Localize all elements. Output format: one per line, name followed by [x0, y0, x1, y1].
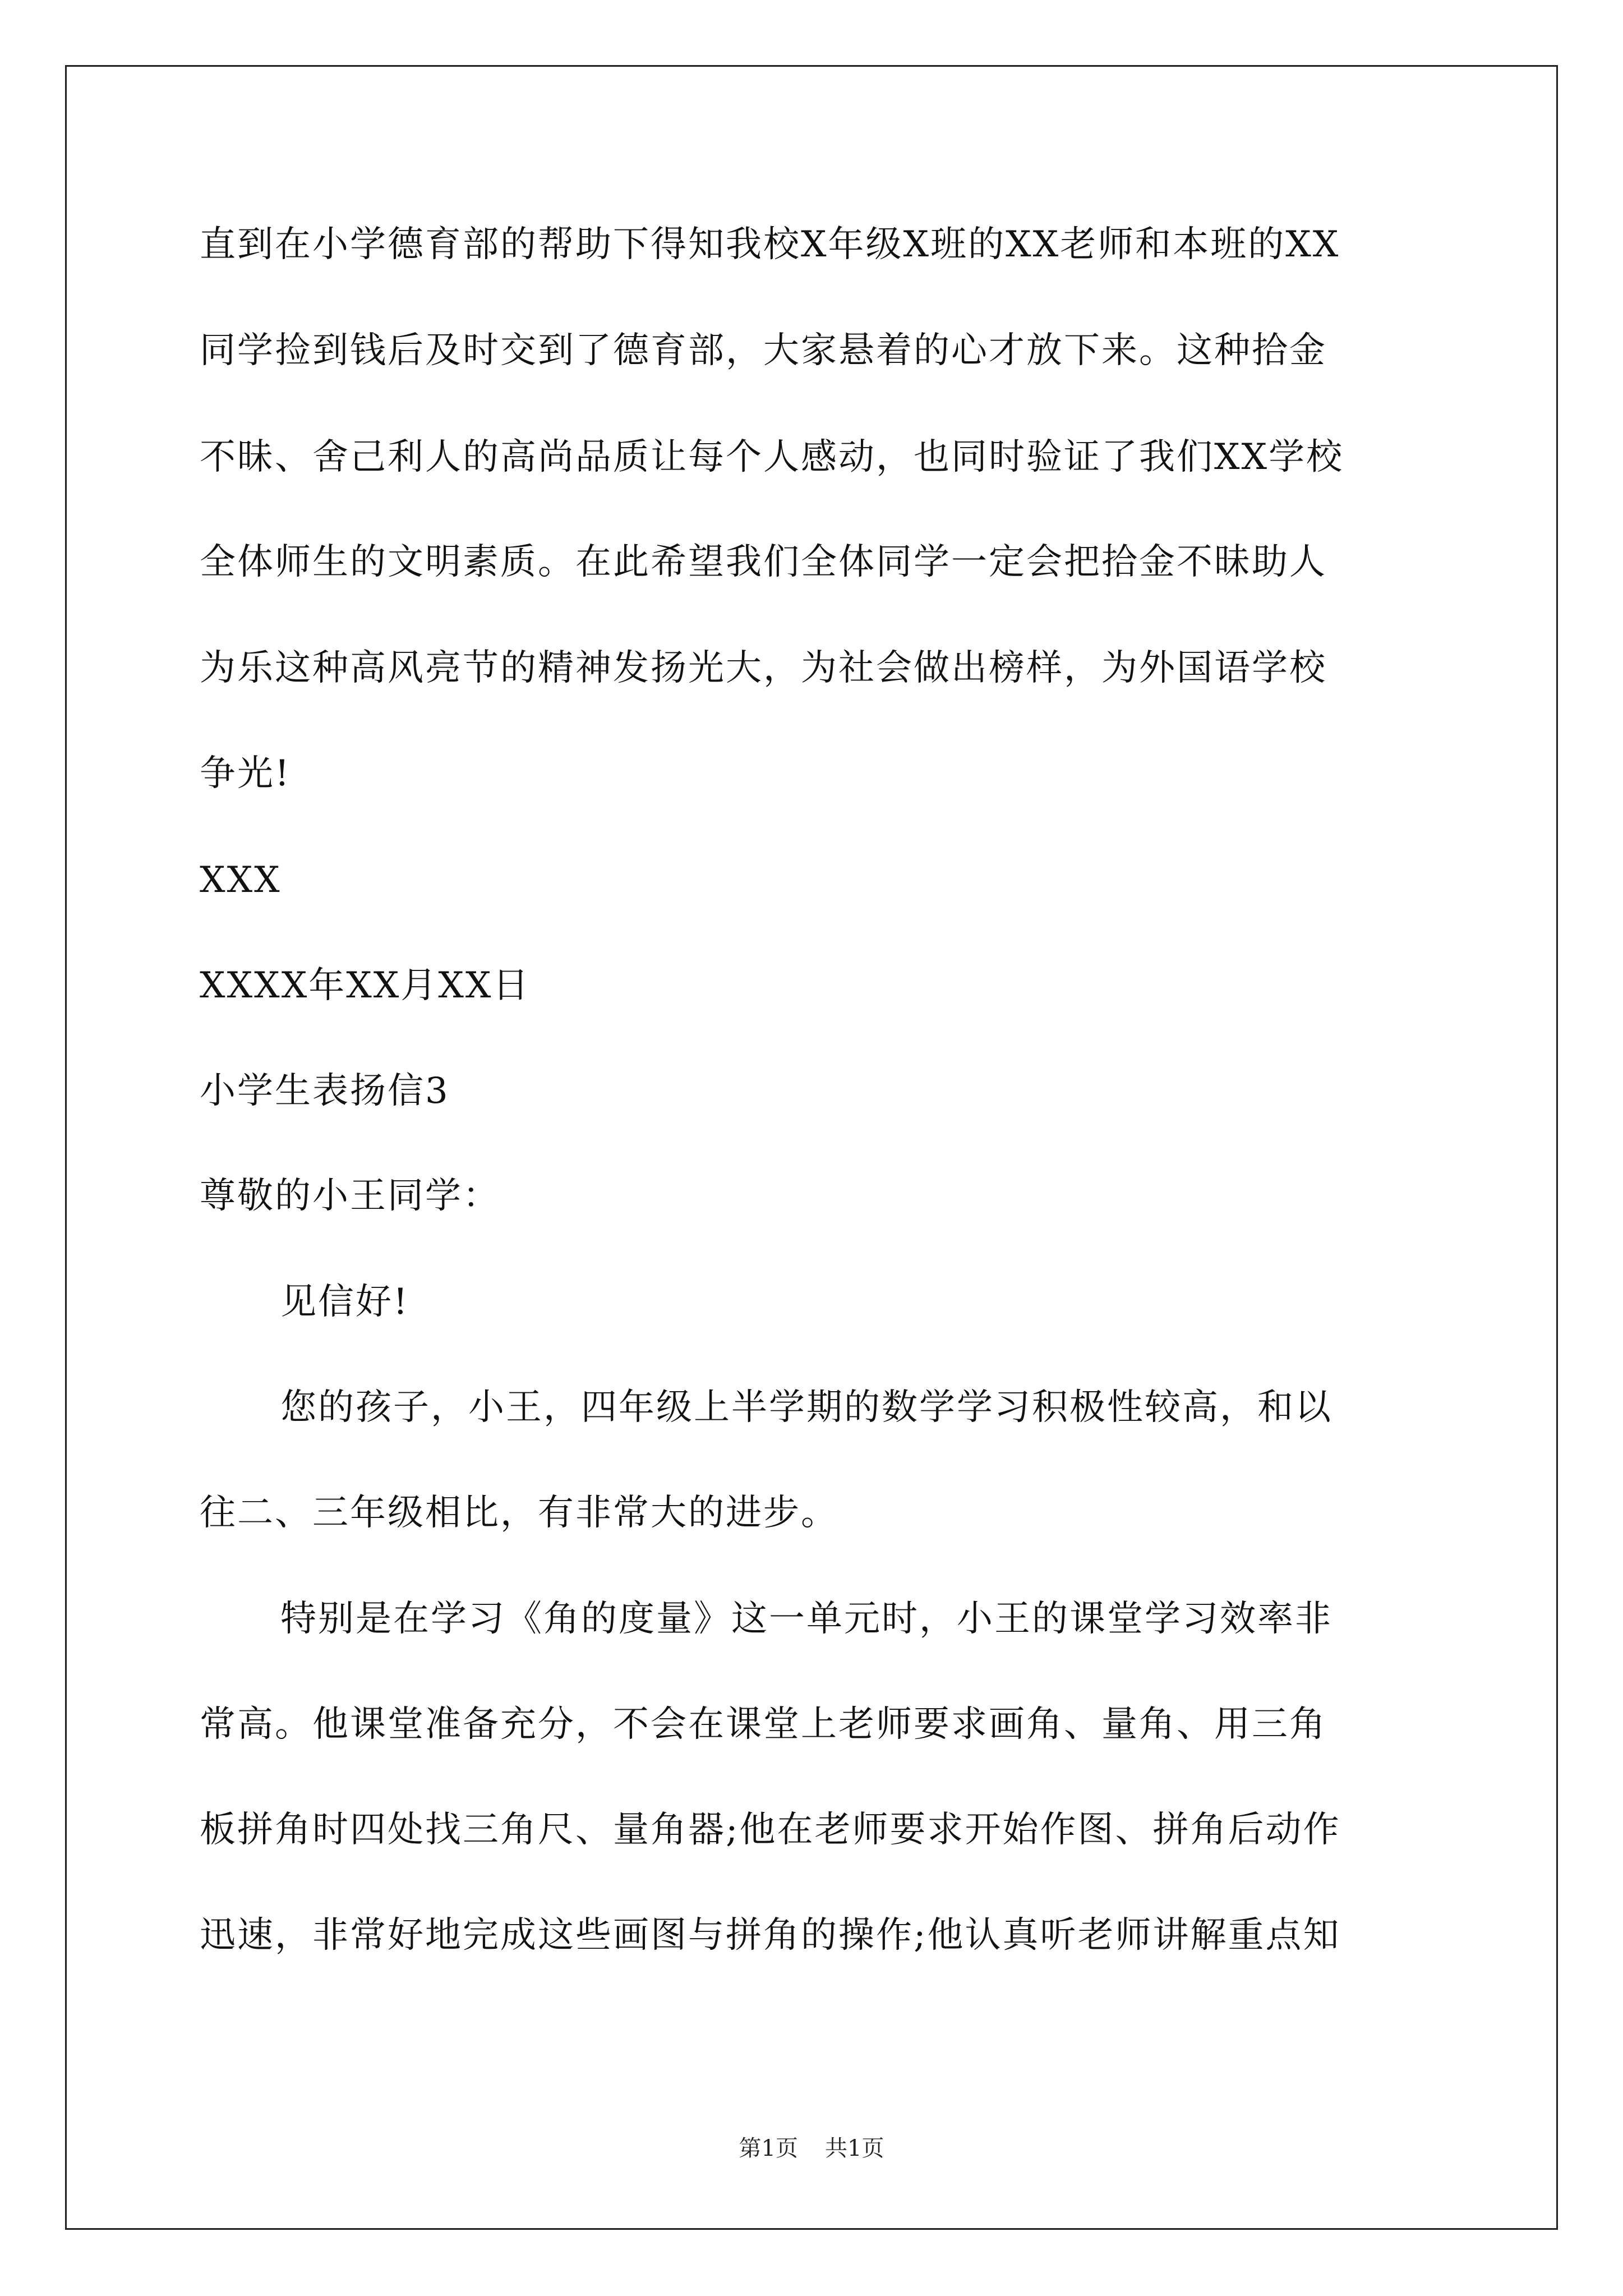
body-line-3: 不昧、舍己利人的高尚品质让每个人感动，也同时验证了我们XX学校	[200, 436, 1344, 478]
signature-name: XXX	[200, 859, 282, 901]
page-number: 第1页	[739, 2136, 798, 2161]
body-line-14: 特别是在学习《角的度量》这一单元时，小王的课堂学习效率非	[280, 1598, 1332, 1640]
body-line-15: 常高。他课堂准备充分，不会在课堂上老师要求画角、量角、用三角	[200, 1704, 1327, 1745]
salutation: 尊敬的小王同学：	[200, 1175, 500, 1217]
page-footer	[0, 2134, 1623, 2162]
body-line-5: 为乐这种高风亮节的精神发扬光大，为社会做出榜样，为外国语学校	[200, 647, 1327, 689]
body-line-2: 同学捡到钱后及时交到了德育部，大家悬着的心才放下来。这种拾金	[200, 330, 1327, 371]
section-title: 小学生表扬信3	[200, 1070, 450, 1112]
body-line-1: 直到在小学德育部的帮助下得知我校X年级X班的XX老师和本班的XX	[200, 224, 1340, 265]
greeting: 见信好!	[280, 1281, 409, 1323]
page-total: 共1页	[825, 2136, 884, 2161]
body-line-6: 争光!	[200, 753, 291, 794]
body-line-12: 您的孩子，小王，四年级上半学期的数学学习积极性较高，和以	[280, 1387, 1332, 1428]
body-line-13: 往二、三年级相比，有非常大的进步。	[200, 1492, 838, 1534]
body-line-4: 全体师生的文明素质。在此希望我们全体同学一定会把拾金不昧助人	[200, 541, 1327, 583]
signature-date: XXXX年XX月XX日	[200, 965, 531, 1006]
page-border	[65, 65, 1558, 2230]
body-line-17: 迅速，非常好地完成这些画图与拼角的操作;他认真听老师讲解重点知	[200, 1915, 1341, 1956]
body-line-16: 板拼角时四处找三角尺、量角器;他在老师要求开始作图、拼角后动作	[200, 1809, 1341, 1851]
